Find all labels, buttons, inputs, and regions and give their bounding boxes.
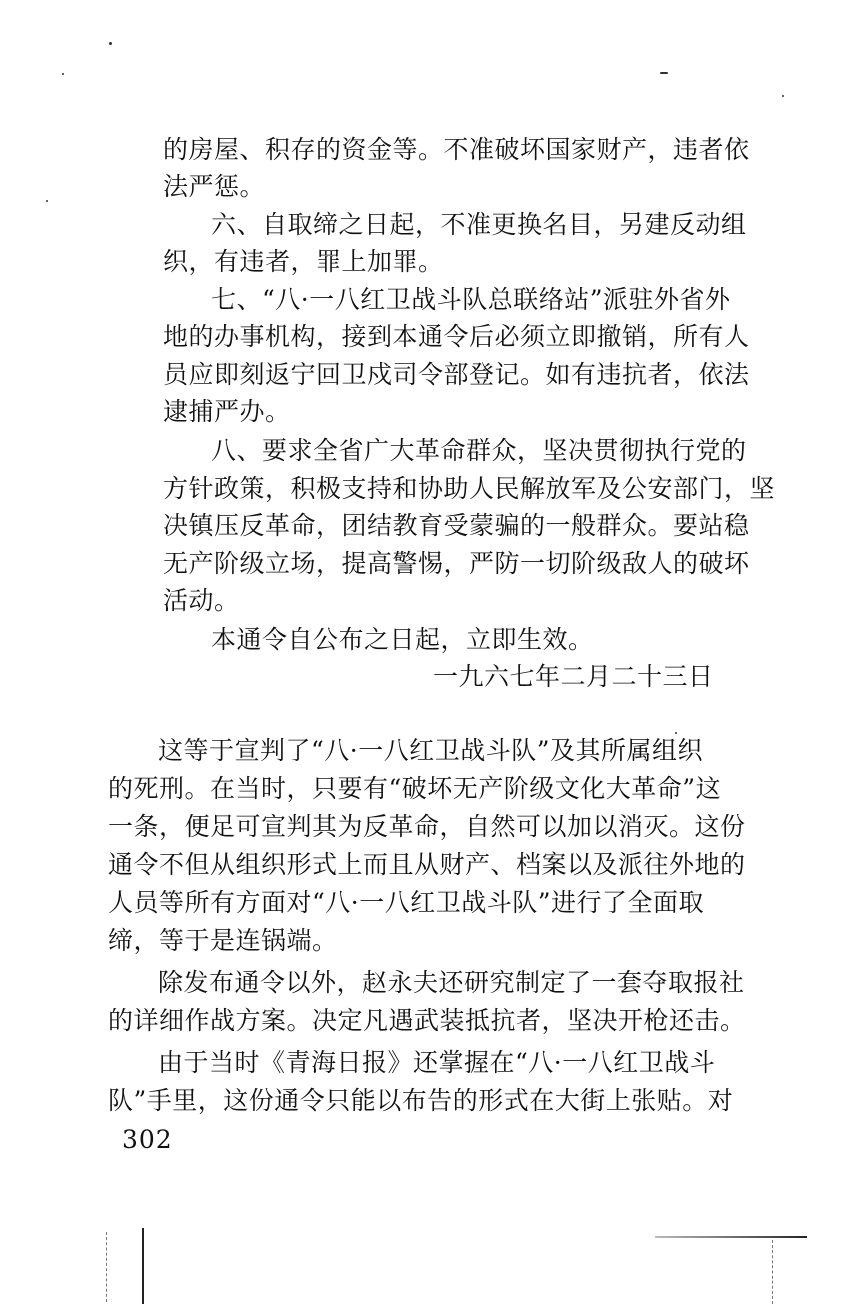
- decree-line: 的房屋、积存的资金等。不准破坏国家财产，违者依: [163, 135, 750, 164]
- body-line: 缔，等于是连锅端。: [108, 926, 338, 955]
- decree-line: 八、要求全省广大革命群众，坚决贯彻执行党的: [211, 436, 747, 465]
- decree-date: 一九六七年二月二十三日: [433, 662, 714, 691]
- decree-line: 活动。: [163, 586, 240, 615]
- scan-edge-line: [142, 1228, 144, 1304]
- decree-line: 七、“八·一八红卫战斗队总联络站”派驻外省外: [211, 285, 731, 314]
- decree-line: 法严惩。: [163, 172, 266, 201]
- body-line: 这等于宣判了“八·一八红卫战斗队”及其所属组织: [158, 736, 704, 765]
- body-line: 由于当时《青海日报》还掌握在“八·一八红卫战斗: [158, 1048, 716, 1077]
- scan-speck: [46, 200, 48, 202]
- body-line: 人员等所有方面对“八·一八红卫战斗队”进行了全面取: [108, 888, 705, 917]
- decree-line: 地的办事机构，接到本通令后必须立即撤销，所有人: [163, 322, 750, 351]
- scan-edge-rule: [655, 1236, 807, 1238]
- decree-line: 员应即刻返宁回卫戍司令部登记。如有违抗者，依法: [163, 360, 750, 389]
- scan-speck: [62, 73, 64, 75]
- body-line: 除发布通令以外，赵永夫还研究制定了一套夺取报社: [158, 968, 745, 997]
- scan-edge-dotted: [772, 1240, 773, 1304]
- decree-line: 六、自取缔之日起，不准更换名目，另建反动组: [211, 210, 747, 239]
- page-number: 302: [122, 1125, 173, 1154]
- body-line: 通令不但从组织形式上而且从财产、档案以及派往外地的: [108, 850, 746, 879]
- decree-line: 无产阶级立场，提高警惕，严防一切阶级敌人的破坏: [163, 549, 750, 578]
- decree-line: 逮捕严办。: [163, 397, 291, 426]
- body-line: 一条，便足可宣判其为反革命，自然可以加以消灭。这份: [108, 812, 746, 841]
- decree-line: 决镇压反革命，团结教育受蒙骗的一般群众。要站稳: [163, 511, 750, 540]
- body-line: 的死刑。在当时，只要有“破坏无产阶级文化大革命”这: [108, 774, 722, 803]
- scan-edge-dotted: [106, 1232, 107, 1302]
- scan-speck: [660, 72, 668, 74]
- decree-line: 方针政策，积极支持和协助人民解放军及公安部门，坚: [163, 474, 776, 503]
- scan-speck: [109, 42, 112, 45]
- decree-line: 本通令自公布之日起，立即生效。: [211, 625, 594, 654]
- scan-speck: [782, 95, 784, 97]
- scan-speck: [675, 732, 677, 734]
- decree-line: 织，有违者，罪上加罪。: [163, 247, 444, 276]
- body-line: 的详细作战方案。决定凡遇武装抵抗者，坚决开枪还击。: [108, 1006, 746, 1035]
- body-line: 队”手里，这份通令只能以布告的形式在大街上张贴。对: [108, 1086, 734, 1115]
